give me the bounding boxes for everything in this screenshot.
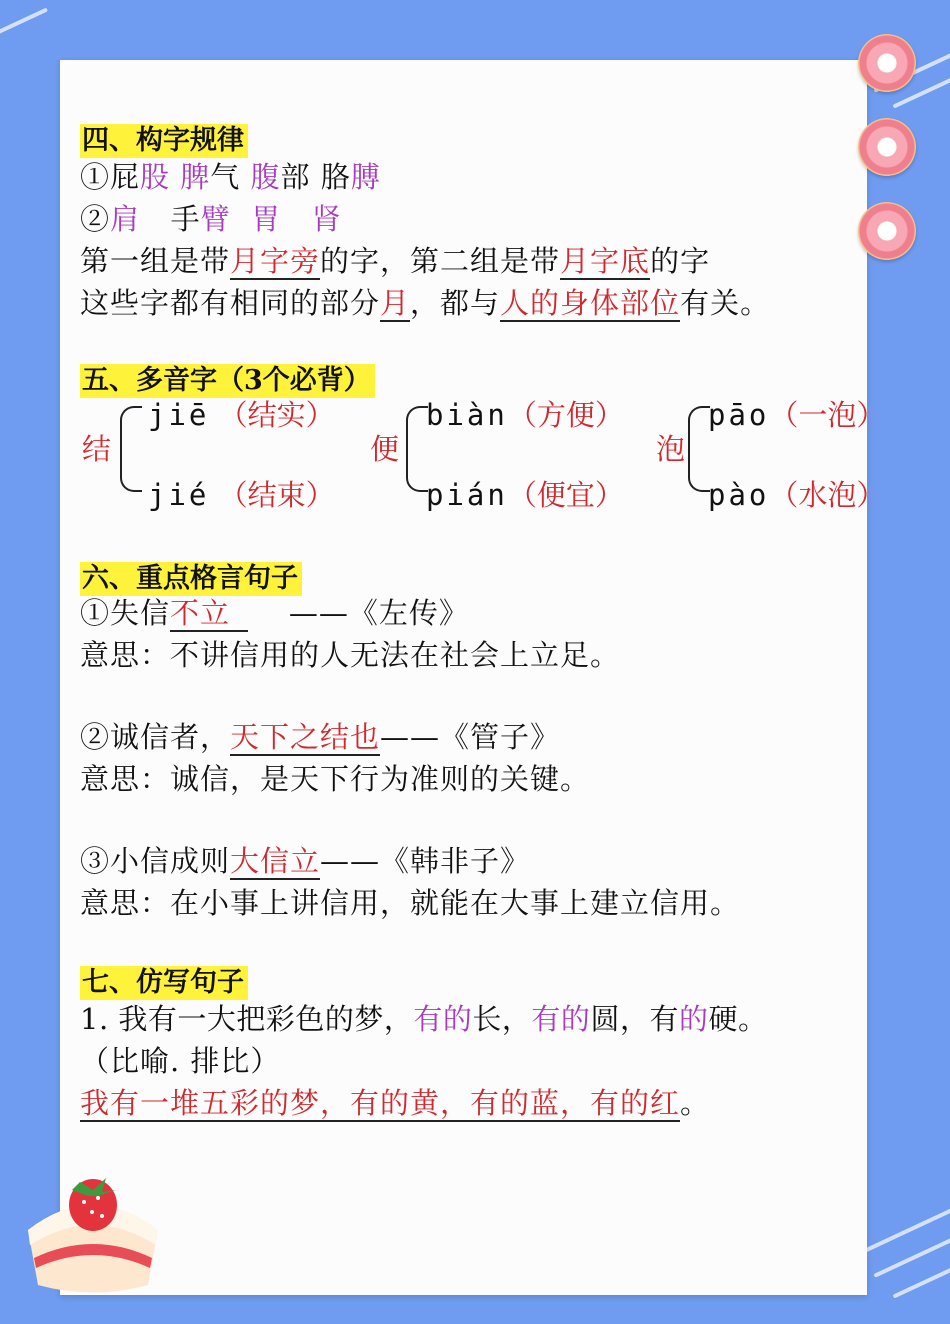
text: 第一组是带 [80, 244, 231, 278]
polyphone-top [708, 394, 885, 436]
text: 臂 [200, 202, 231, 236]
text: 的字，第二组是带 [320, 244, 561, 278]
quote-1 [80, 592, 900, 634]
answer-underline: 人的身体部位 [500, 286, 681, 320]
text: 硬。 [708, 1002, 768, 1036]
section-6-heading: 六、重点格言句子 [80, 562, 302, 596]
text: ③小信成则 [80, 844, 231, 878]
word: （结束） [218, 478, 335, 512]
text: 的字 [650, 244, 711, 278]
text: 有 [649, 1002, 679, 1036]
section-7-heading: 七、仿写句子 [80, 966, 248, 1000]
pinyin: jié [148, 478, 210, 512]
text: ——《左传》 [248, 596, 469, 630]
answer-underline: 我有一堆五彩的梦，有的黄，有的蓝，有的红 [80, 1086, 681, 1120]
word: （结实） [218, 398, 335, 432]
text: ，都与 [410, 286, 501, 320]
section-5-heading: 五、多音字（3个必背） [80, 364, 375, 398]
text: 有关。 [680, 286, 771, 320]
section-4-row-3 [80, 240, 900, 282]
text: 的 [678, 1002, 709, 1036]
polyphone-bottom [148, 474, 335, 516]
polyphone-char: 结 [82, 432, 112, 466]
section-7 [80, 960, 900, 1002]
text: 手 [140, 202, 201, 236]
text: 肩 [110, 202, 141, 236]
imitation-row-1 [80, 998, 900, 1040]
section-4-row-4 [80, 282, 900, 324]
section-4-row-2 [80, 198, 900, 240]
text [170, 160, 180, 194]
pinyin: biàn [426, 398, 508, 432]
quote-3 [80, 840, 900, 882]
text: ①屁 [80, 160, 141, 194]
word: （一泡） [769, 398, 886, 432]
word: （水泡） [769, 478, 886, 512]
text: 肾 [311, 202, 342, 236]
polyphone-group-jie [80, 394, 900, 512]
text: 1. 我有一大把彩色的梦， [80, 1002, 414, 1036]
text: 。 [680, 1086, 711, 1120]
polyphone-top [426, 394, 624, 436]
polyphone-bottom [426, 474, 624, 516]
pinyin: pián [426, 478, 508, 512]
answer-underline: 天下之结也 [230, 720, 381, 754]
text: ——《韩非子》 [320, 844, 531, 878]
quote-3-meaning: 意思：在小事上讲信用，就能在大事上建立信用。 [80, 886, 741, 920]
strawberry-cake-icon [18, 1160, 168, 1300]
text: 脾 [180, 160, 211, 194]
brace [688, 406, 710, 492]
imitation-row-3 [80, 1082, 900, 1124]
text: 胃 [251, 202, 282, 236]
section-4-heading: 四、构字规律 [80, 124, 248, 158]
text: ——《管子》 [380, 720, 561, 754]
quote-2-meaning: 意思：诚信，是天下行为准则的关键。 [80, 762, 591, 796]
pinyin: jiē [148, 398, 210, 432]
text [231, 202, 251, 236]
imitation-row-2: （比喻. 排比） [80, 1044, 281, 1078]
quote-2 [80, 716, 900, 758]
text: 长， [472, 1002, 532, 1036]
pinyin: pào [708, 478, 770, 512]
brace [406, 406, 428, 492]
answer-underline: 月 [380, 286, 411, 320]
text: 有的 [531, 1002, 591, 1036]
word: （便宜） [507, 478, 624, 512]
text: ②诚信者， [80, 720, 231, 754]
text: 腹 [250, 160, 281, 194]
polyphone-char: 便 [370, 432, 400, 466]
answer-underline: 月字底 [560, 244, 651, 278]
text: 股 [140, 160, 171, 194]
answer-underline: 月字旁 [230, 244, 321, 278]
polyphone-top [148, 394, 335, 436]
polyphone-char: 泡 [656, 432, 686, 466]
pinyin: pāo [708, 398, 770, 432]
text: 圆， [590, 1002, 650, 1036]
polyphone-bottom [708, 474, 885, 516]
text: 这些字都有相同的部分 [80, 286, 381, 320]
donut-icon [858, 34, 916, 92]
text: ①失信 [80, 596, 171, 630]
answer-underline: 不立 [170, 596, 248, 632]
text: 部 胳 [280, 160, 351, 194]
quote-1-meaning: 意思：不讲信用的人无法在社会上立足。 [80, 638, 621, 672]
text: 有的 [413, 1002, 473, 1036]
word: （方便） [507, 398, 624, 432]
text [281, 202, 312, 236]
brace [120, 406, 142, 492]
text: ② [80, 202, 111, 236]
text: 气 [210, 160, 251, 194]
text: 膊 [350, 160, 381, 194]
section-4 [80, 118, 900, 160]
section-4-row-1 [80, 156, 900, 198]
answer-underline: 大信立 [230, 844, 321, 878]
